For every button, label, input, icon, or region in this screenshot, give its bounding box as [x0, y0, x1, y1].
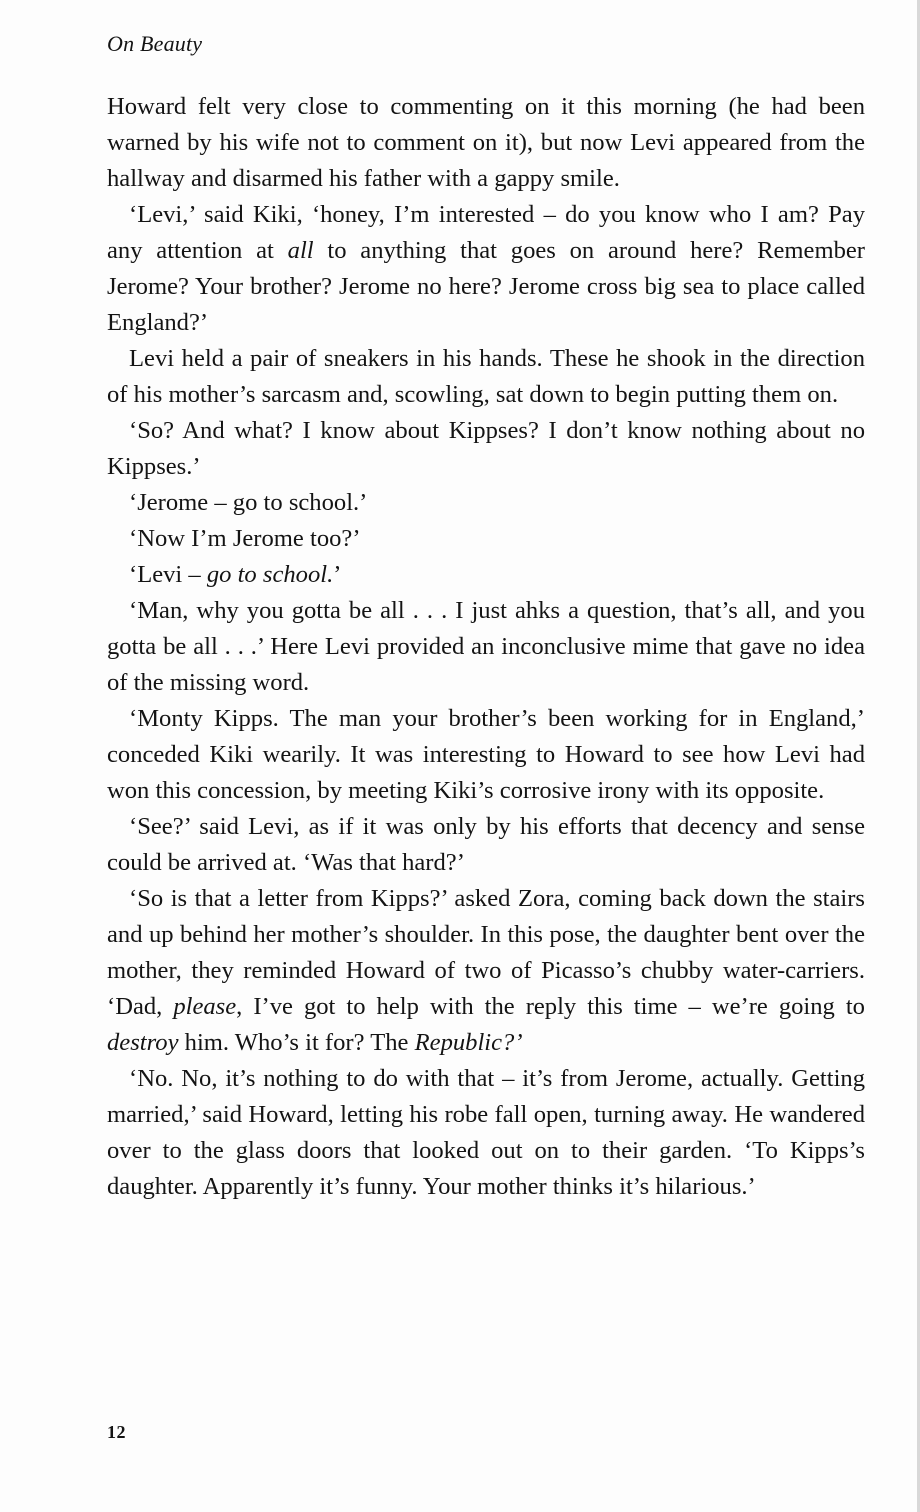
paragraph [107, 557, 865, 593]
paragraph [107, 881, 865, 1061]
paragraph [107, 521, 865, 557]
paragraph [107, 341, 865, 413]
text-run: ‘Levi,’ said Kiki, ‘honey, I’m interested – do you know who I am? Pay any attention at [107, 201, 865, 264]
italic-text-run: please [173, 993, 237, 1020]
text-run: him. Who’s it for? The [178, 1029, 415, 1056]
paragraph [107, 1061, 865, 1205]
paragraph [107, 413, 865, 485]
text-run: ‘Jerome – go to school.’ [129, 489, 368, 516]
running-head: On Beauty [107, 31, 203, 56]
paragraph [107, 89, 865, 197]
text-run: ’ [333, 561, 342, 588]
text-run: to anything that goes on around here? Remember Jerome? Your brother? Jerome no here? Jerome cross big sea to place called England?’ [107, 237, 865, 336]
italic-text-run: all [287, 237, 314, 264]
paragraph [107, 809, 865, 881]
paragraph [107, 485, 865, 521]
paragraph [107, 701, 865, 809]
text-run: ‘Monty Kipps. The man your brother’s been working for in England,’ conceded Kiki wearily. It was interesting to Howard to see how Levi had won this concession, by meeting Kiki’s corrosive irony with its opposite. [107, 705, 865, 804]
text-run: ‘So is that a letter from Kipps?’ asked Zora, coming back down the stairs and up behind her mother’s shoulder. In this pose, the daughter bent over the mother, they reminded Howard of two of Picasso’s chubby water-carriers. ‘Dad, [107, 885, 865, 1020]
italic-text-run: destroy [107, 1029, 179, 1056]
italic-text-run: go to school. [206, 561, 334, 588]
text-run: ‘Levi – [129, 561, 207, 588]
text-run: ‘No. No, it’s nothing to do with that – it’s from Jerome, actually. Getting married,’ said Howard, letting his robe fall open, turning away. He wandered over to the glass doors that looked out on to their garden. ‘To Kipps’s daughter. Apparently it’s funny. Your mother thinks it’s hilarious.’ [107, 1065, 865, 1200]
text-run: , I’ve got to help with the reply this time – we’re going to [236, 993, 865, 1020]
page-number: 12 [107, 1422, 126, 1442]
text-run: ‘Now I’m Jerome too?’ [129, 525, 361, 552]
paragraph [107, 593, 865, 701]
text-run: Howard felt very close to commenting on it this morning (he had been warned by his wife not to comment on it), but now Levi appeared from the hallway and disarmed his father with a gappy smile. [107, 93, 865, 192]
text-run: ‘Man, why you gotta be all . . . I just ahks a question, that’s all, and you gotta be all . . .’ Here Levi provided an inconclusive mime that gave no idea of the missing word. [107, 597, 865, 696]
paragraph [107, 197, 865, 341]
text-run: ‘See?’ said Levi, as if it was only by his efforts that decency and sense could be arrived at. ‘Was that hard?’ [107, 813, 865, 876]
text-run: Levi held a pair of sneakers in his hands. These he shook in the direction of his mother’s sarcasm and, scowling, sat down to begin putting them on. [107, 345, 865, 408]
body-text [107, 89, 865, 1205]
text-run: ‘So? And what? I know about Kippses? I don’t know nothing about no Kippses.’ [107, 417, 865, 480]
italic-text-run: Republic?’ [414, 1029, 523, 1056]
